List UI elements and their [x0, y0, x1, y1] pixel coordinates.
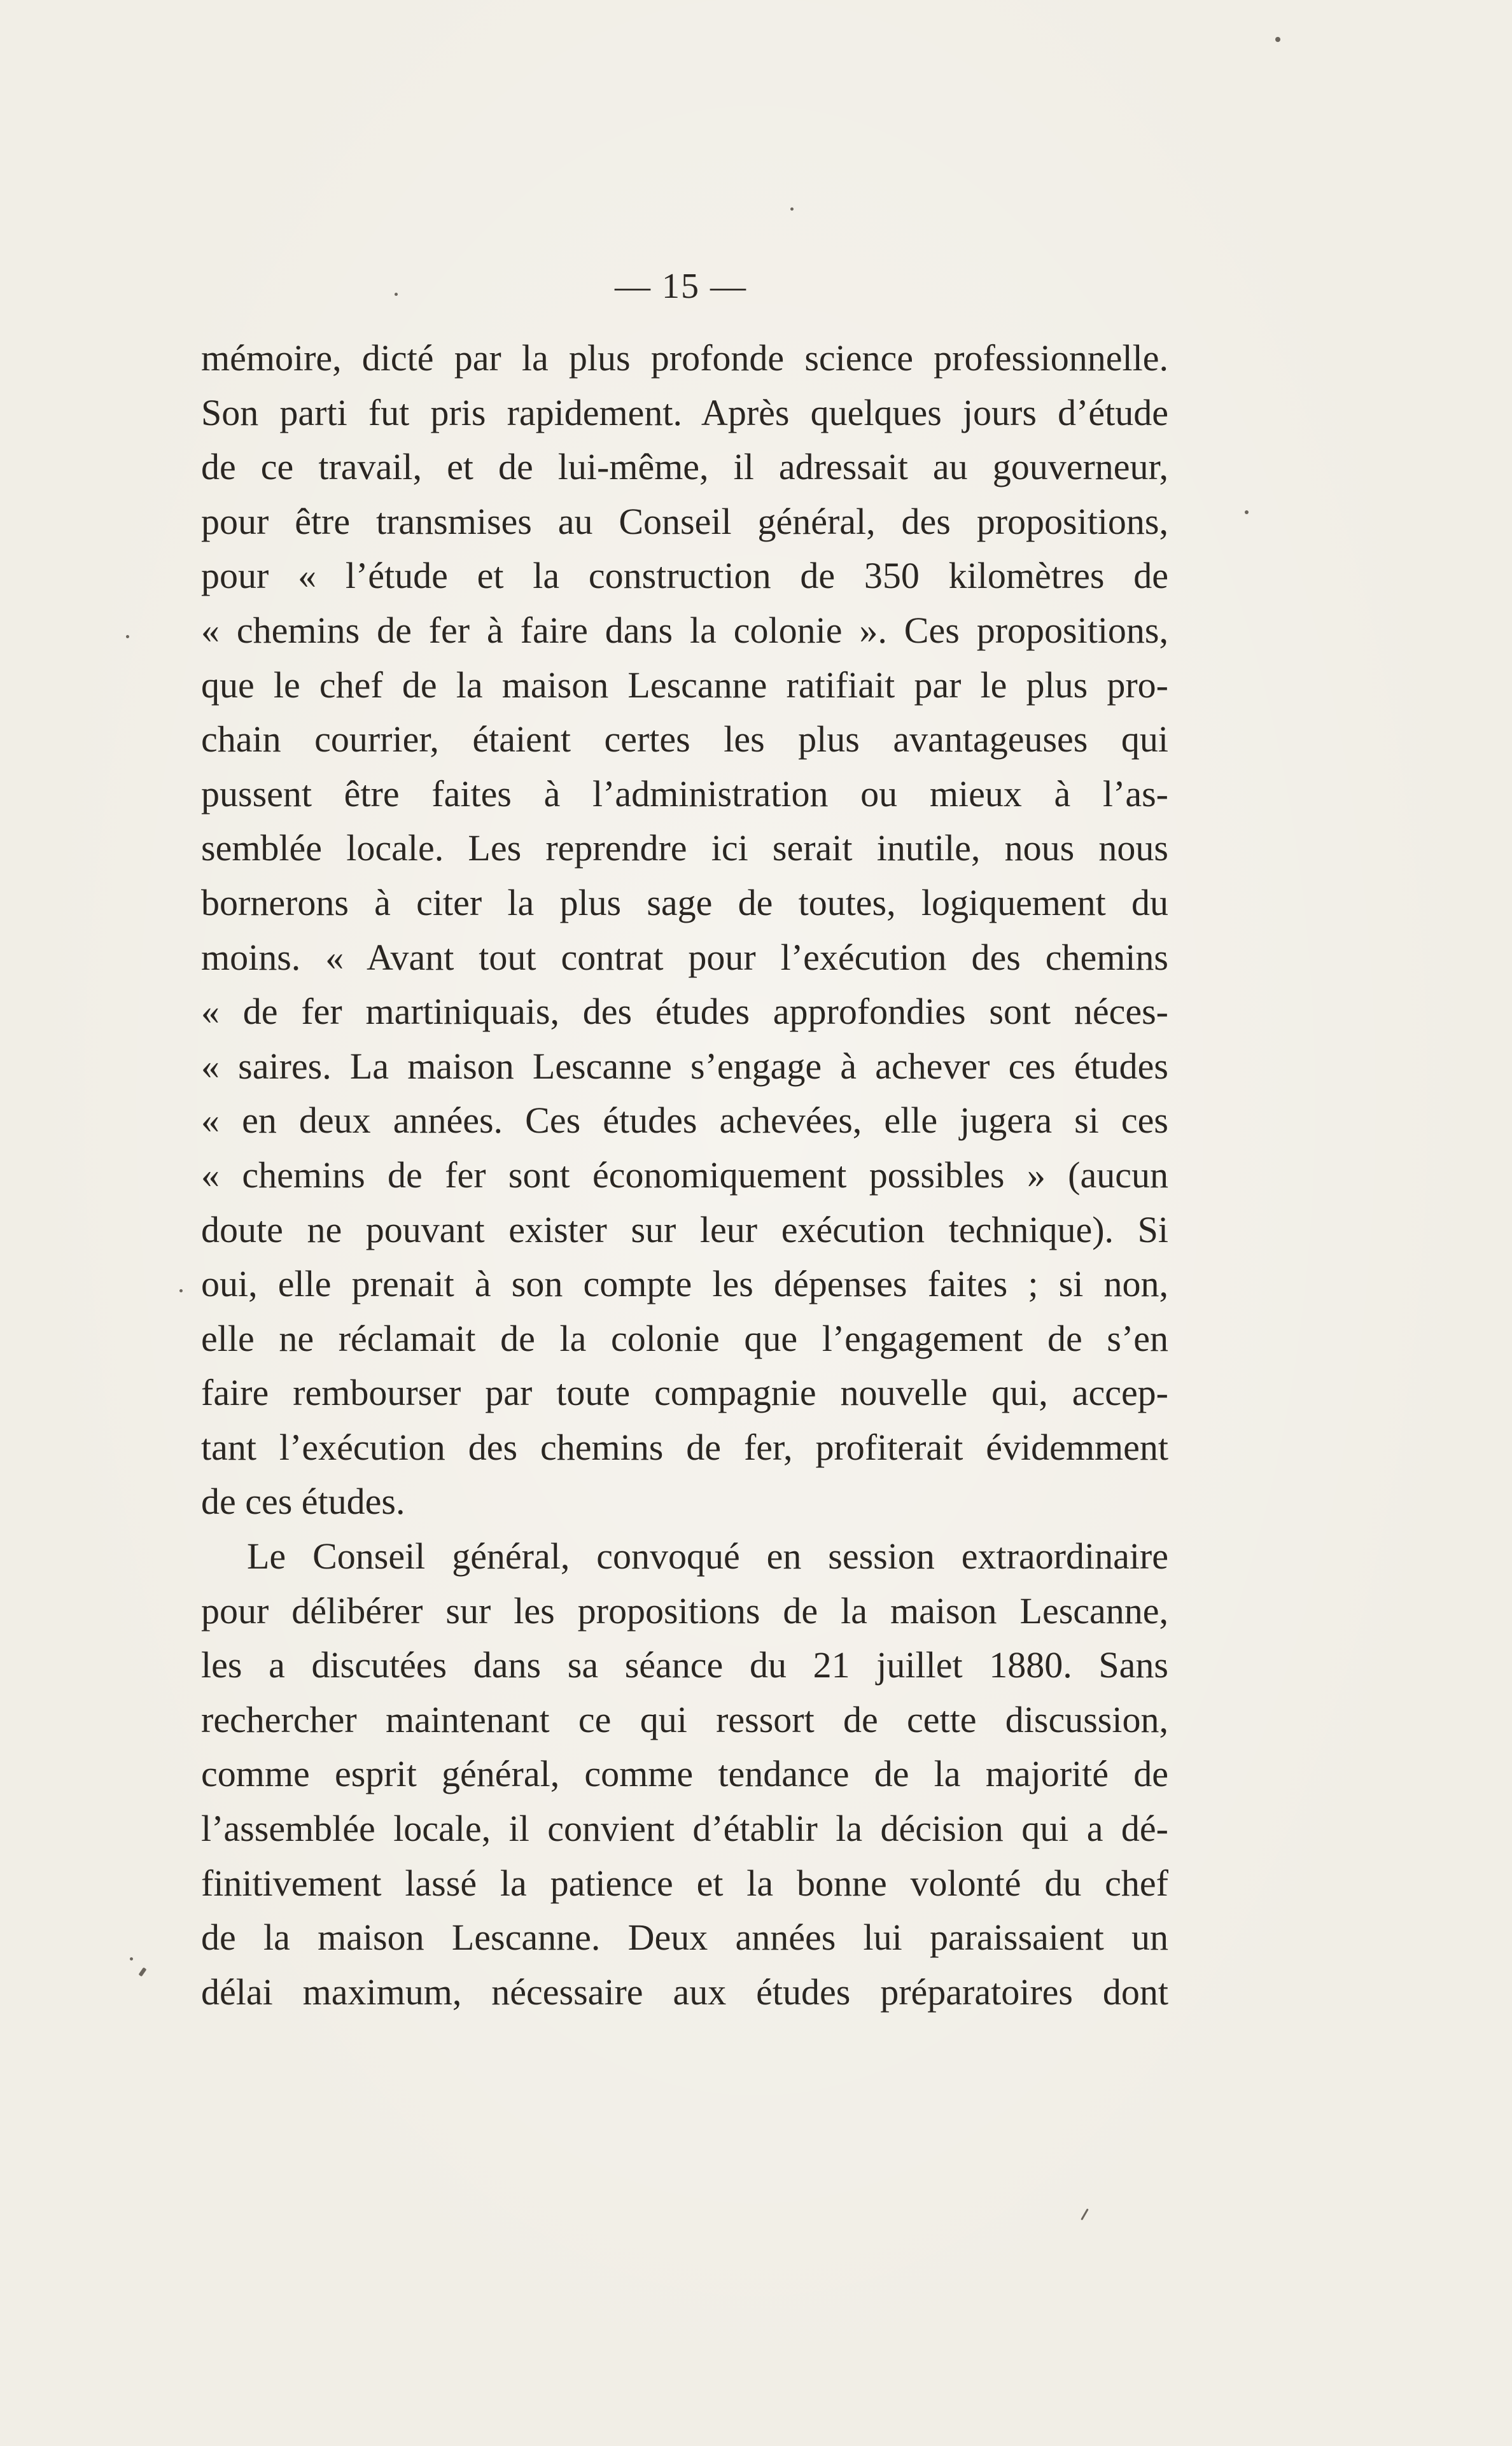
text-line: de ce travail, et de lui-même, il adressait au gouverneur, [201, 446, 1168, 488]
paper-speck [179, 1289, 183, 1292]
text-line: pussent être faites à l’administration ou mieux à l’as- [201, 772, 1168, 814]
text-line: mémoire, dicté par la plus profonde science professionnelle. [201, 337, 1168, 379]
paper-speck [126, 635, 129, 638]
body-text [201, 331, 1168, 2019]
text-line: « chemins de fer sont économiquement possibles » (aucun [201, 1154, 1168, 1196]
text-line: « en deux années. Ces études achevées, elle jugera si ces [201, 1100, 1168, 1142]
text-line: de ces études. [201, 1481, 405, 1523]
text-line: « de fer martiniquais, des études approfondies sont néces- [201, 991, 1168, 1033]
paper-speck [1245, 510, 1249, 514]
text-line: oui, elle prenait à son compte les dépenses faites ; si non, [201, 1263, 1168, 1305]
paper-speck [1081, 2209, 1089, 2221]
text-line: tant l’exécution des chemins de fer, profiterait évidemment [201, 1426, 1168, 1468]
text-line: chain courrier, étaient certes les plus avantageuses qui [201, 718, 1168, 760]
text-line: pour être transmises au Conseil général, des propositions, [201, 500, 1168, 542]
text-line: de la maison Lescanne. Deux années lui paraissaient un [201, 1917, 1168, 1959]
text-line: l’assemblée locale, il convient d’établir la décision qui a dé- [201, 1808, 1168, 1850]
text-line: Son parti fut pris rapidement. Après quelques jours d’étude [201, 391, 1168, 433]
text-line: que le chef de la maison Lescanne ratifiait par le plus pro- [201, 664, 1168, 706]
text-line: « chemins de fer à faire dans la colonie ». Ces propositions, [201, 609, 1168, 651]
paper-speck [130, 1957, 133, 1960]
paper-speck [139, 1967, 147, 1977]
text-line: elle ne réclamait de la colonie que l’engagement de s’en [201, 1317, 1168, 1359]
text-line: faire rembourser par toute compagnie nouvelle qui, accep- [201, 1372, 1168, 1414]
text-line: finitivement lassé la patience et la bonne volonté du chef [201, 1862, 1168, 1904]
page-number: — 15 — [615, 267, 747, 306]
text-line: moins. « Avant tout contrat pour l’exécution des chemins [201, 936, 1168, 978]
paragraph [201, 1529, 1168, 2019]
text-line: semblée locale. Les reprendre ici serait inutile, nous nous [201, 827, 1168, 869]
paper-speck [790, 207, 794, 211]
text-line: « saires. La maison Lescanne s’engage à achever ces études [201, 1045, 1168, 1087]
text-line: délai maximum, nécessaire aux études préparatoires dont [201, 1971, 1168, 2013]
text-line: doute ne pouvant exister sur leur exécution technique). Si [201, 1208, 1168, 1250]
text-line: Le Conseil général, convoqué en session extraordinaire [247, 1535, 1168, 1577]
text-line: rechercher maintenant ce qui ressort de cette discussion, [201, 1698, 1168, 1740]
text-line: les a discutées dans sa séance du 21 juillet 1880. Sans [201, 1644, 1168, 1686]
text-line: comme esprit général, comme tendance de la majorité de [201, 1753, 1168, 1795]
paper-speck [1275, 37, 1280, 42]
text-line: pour « l’étude et la construction de 350 kilomètres de [201, 555, 1168, 597]
text-line: pour délibérer sur les propositions de la maison Lescanne, [201, 1590, 1168, 1632]
text-line: bornerons à citer la plus sage de toutes, logiquement du [201, 881, 1168, 923]
paper-speck [395, 293, 398, 296]
paragraph [201, 331, 1168, 1529]
